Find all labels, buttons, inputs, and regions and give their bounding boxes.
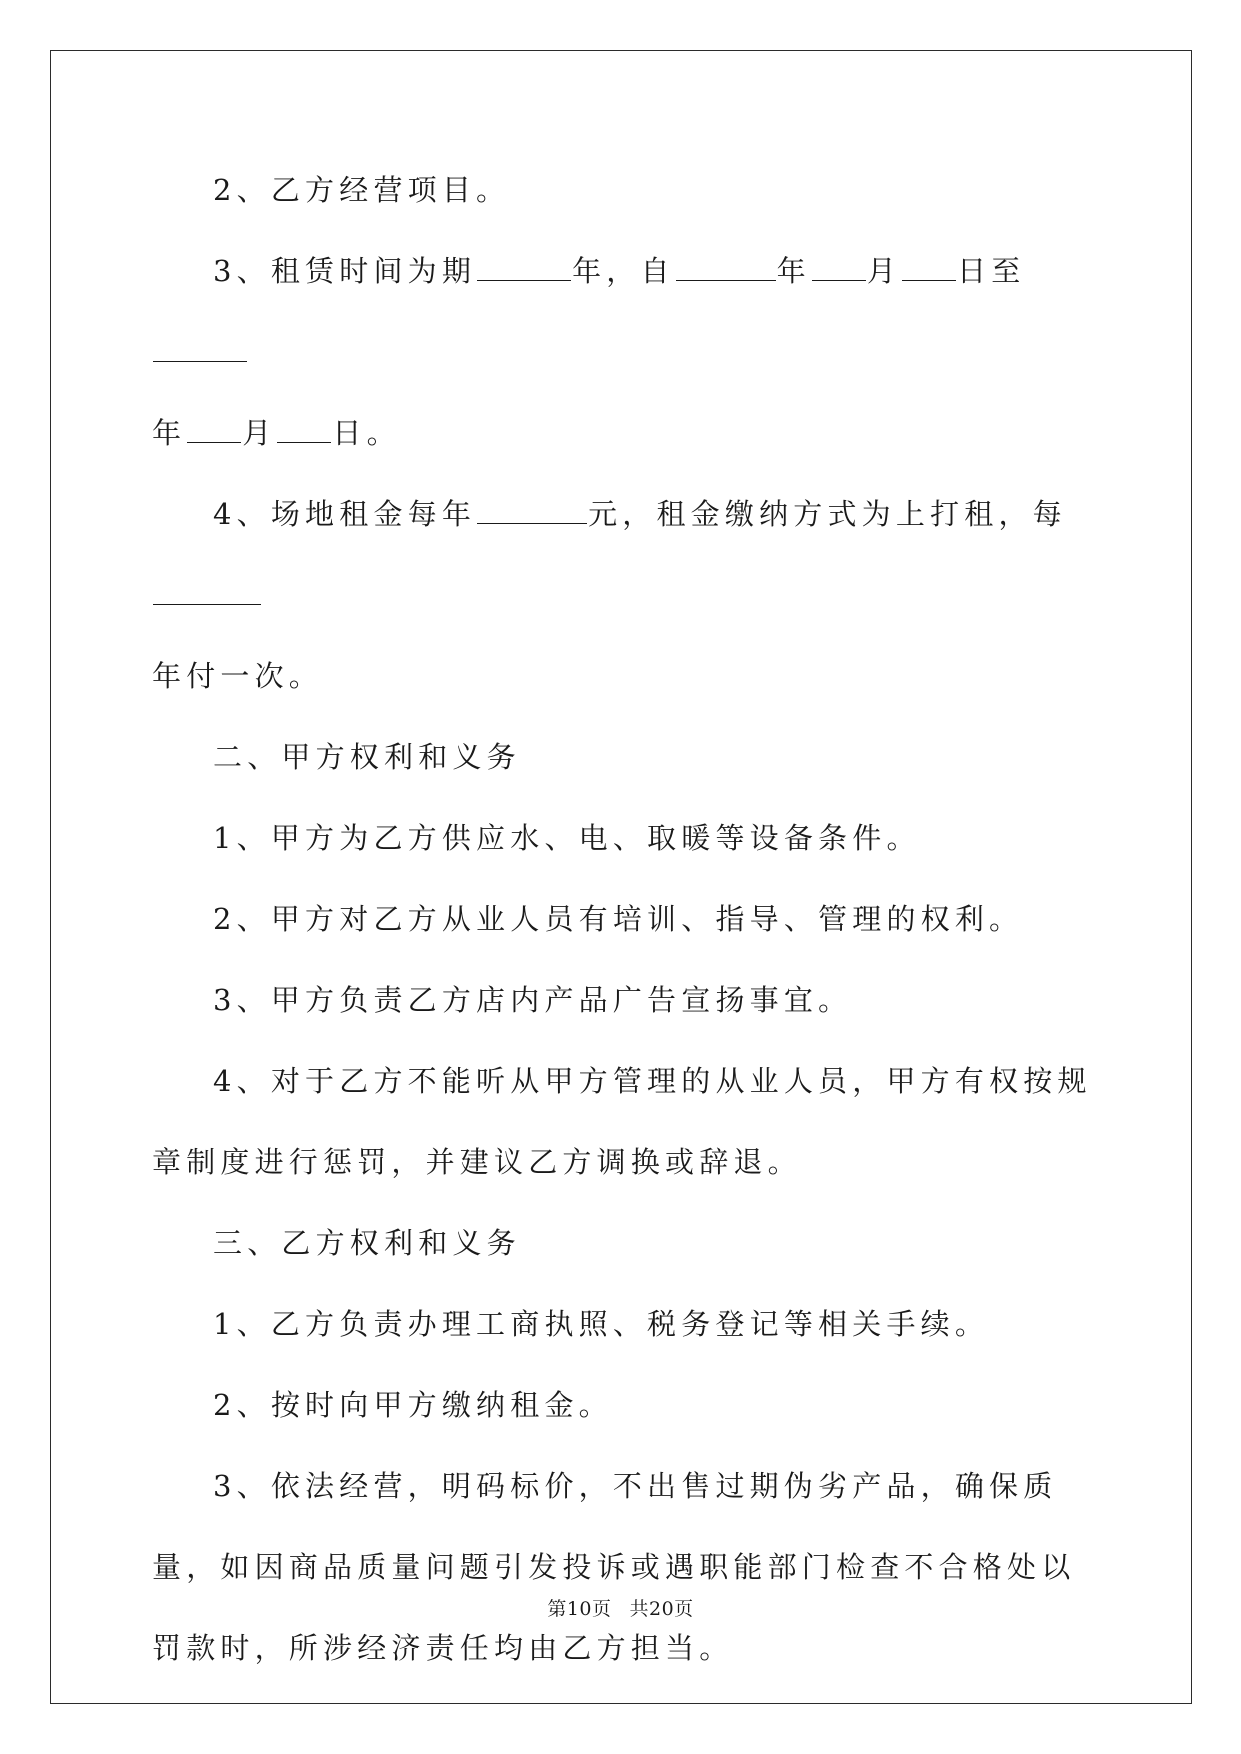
rent-label: 4、场地租金每年 [213,497,477,531]
paragraph-business-items: 2、乙方经营项目。 [213,173,511,207]
blank-field-annual-rent[interactable] [477,501,587,524]
blank-field-end-day[interactable] [277,420,331,443]
document-body [152,150,1092,1689]
lease-end-month-label: 月 [242,416,277,450]
blank-field-end-year[interactable] [153,339,247,362]
paragraph-party-b-2: 2、按时向甲方缴纳租金。 [213,1388,613,1422]
paragraph-rent-end: 年付一次。 [152,659,324,693]
section-heading-party-a: 二、甲方权利和义务 [213,740,521,774]
blank-field-end-month[interactable] [187,420,241,443]
blank-field-years[interactable] [477,258,571,281]
blank-field-start-year[interactable] [676,258,776,281]
lease-term-to-label: 日至 [957,254,1026,288]
paragraph-party-a-3: 3、甲方负责乙方店内产品广告宣扬事宜。 [213,983,853,1017]
page-number: 第10页 [547,1598,612,1620]
lease-end-day-label: 日。 [332,416,401,450]
blank-field-start-month[interactable] [812,258,866,281]
lease-term-label: 3、租赁时间为期 [213,254,477,288]
paragraph-party-b-3: 3、依法经营，明码标价，不出售过期伪劣产品，确保质量，如因商品质量问题引发投诉或遇职能部门检查不合格处以罚款时，所涉经济责任均由乙方担当。 [152,1469,1076,1665]
paragraph-rent [152,474,1092,636]
section-heading-party-b: 三、乙方权利和义务 [213,1226,521,1260]
paragraph-party-a-2: 2、甲方对乙方从业人员有培训、指导、管理的权利。 [213,902,1024,936]
lease-term-month-label: 月 [866,254,902,288]
lease-end-year-label: 年 [152,416,187,450]
lease-term-from-label: 年，自 [572,254,675,288]
lease-term-year-label: 年 [776,254,811,288]
page-total: 共20页 [629,1598,694,1620]
blank-field-start-day[interactable] [902,258,956,281]
paragraph-party-b-1: 1、乙方负责办理工商执照、税务登记等相关手续。 [213,1307,990,1341]
paragraph-lease-term [152,231,1092,393]
paragraph-lease-term-end [152,393,1092,474]
blank-field-payment-interval[interactable] [153,582,261,605]
paragraph-party-a-4: 4、对于乙方不能听从甲方管理的从业人员，甲方有权按规章制度进行惩罚，并建议乙方调换或辞退。 [152,1064,1092,1179]
page-footer [0,1594,1241,1621]
paragraph-party-a-1: 1、甲方为乙方供应水、电、取暖等设备条件。 [213,821,921,855]
rent-payment-label: 元，租金缴纳方式为上打租，每 [588,497,1067,531]
